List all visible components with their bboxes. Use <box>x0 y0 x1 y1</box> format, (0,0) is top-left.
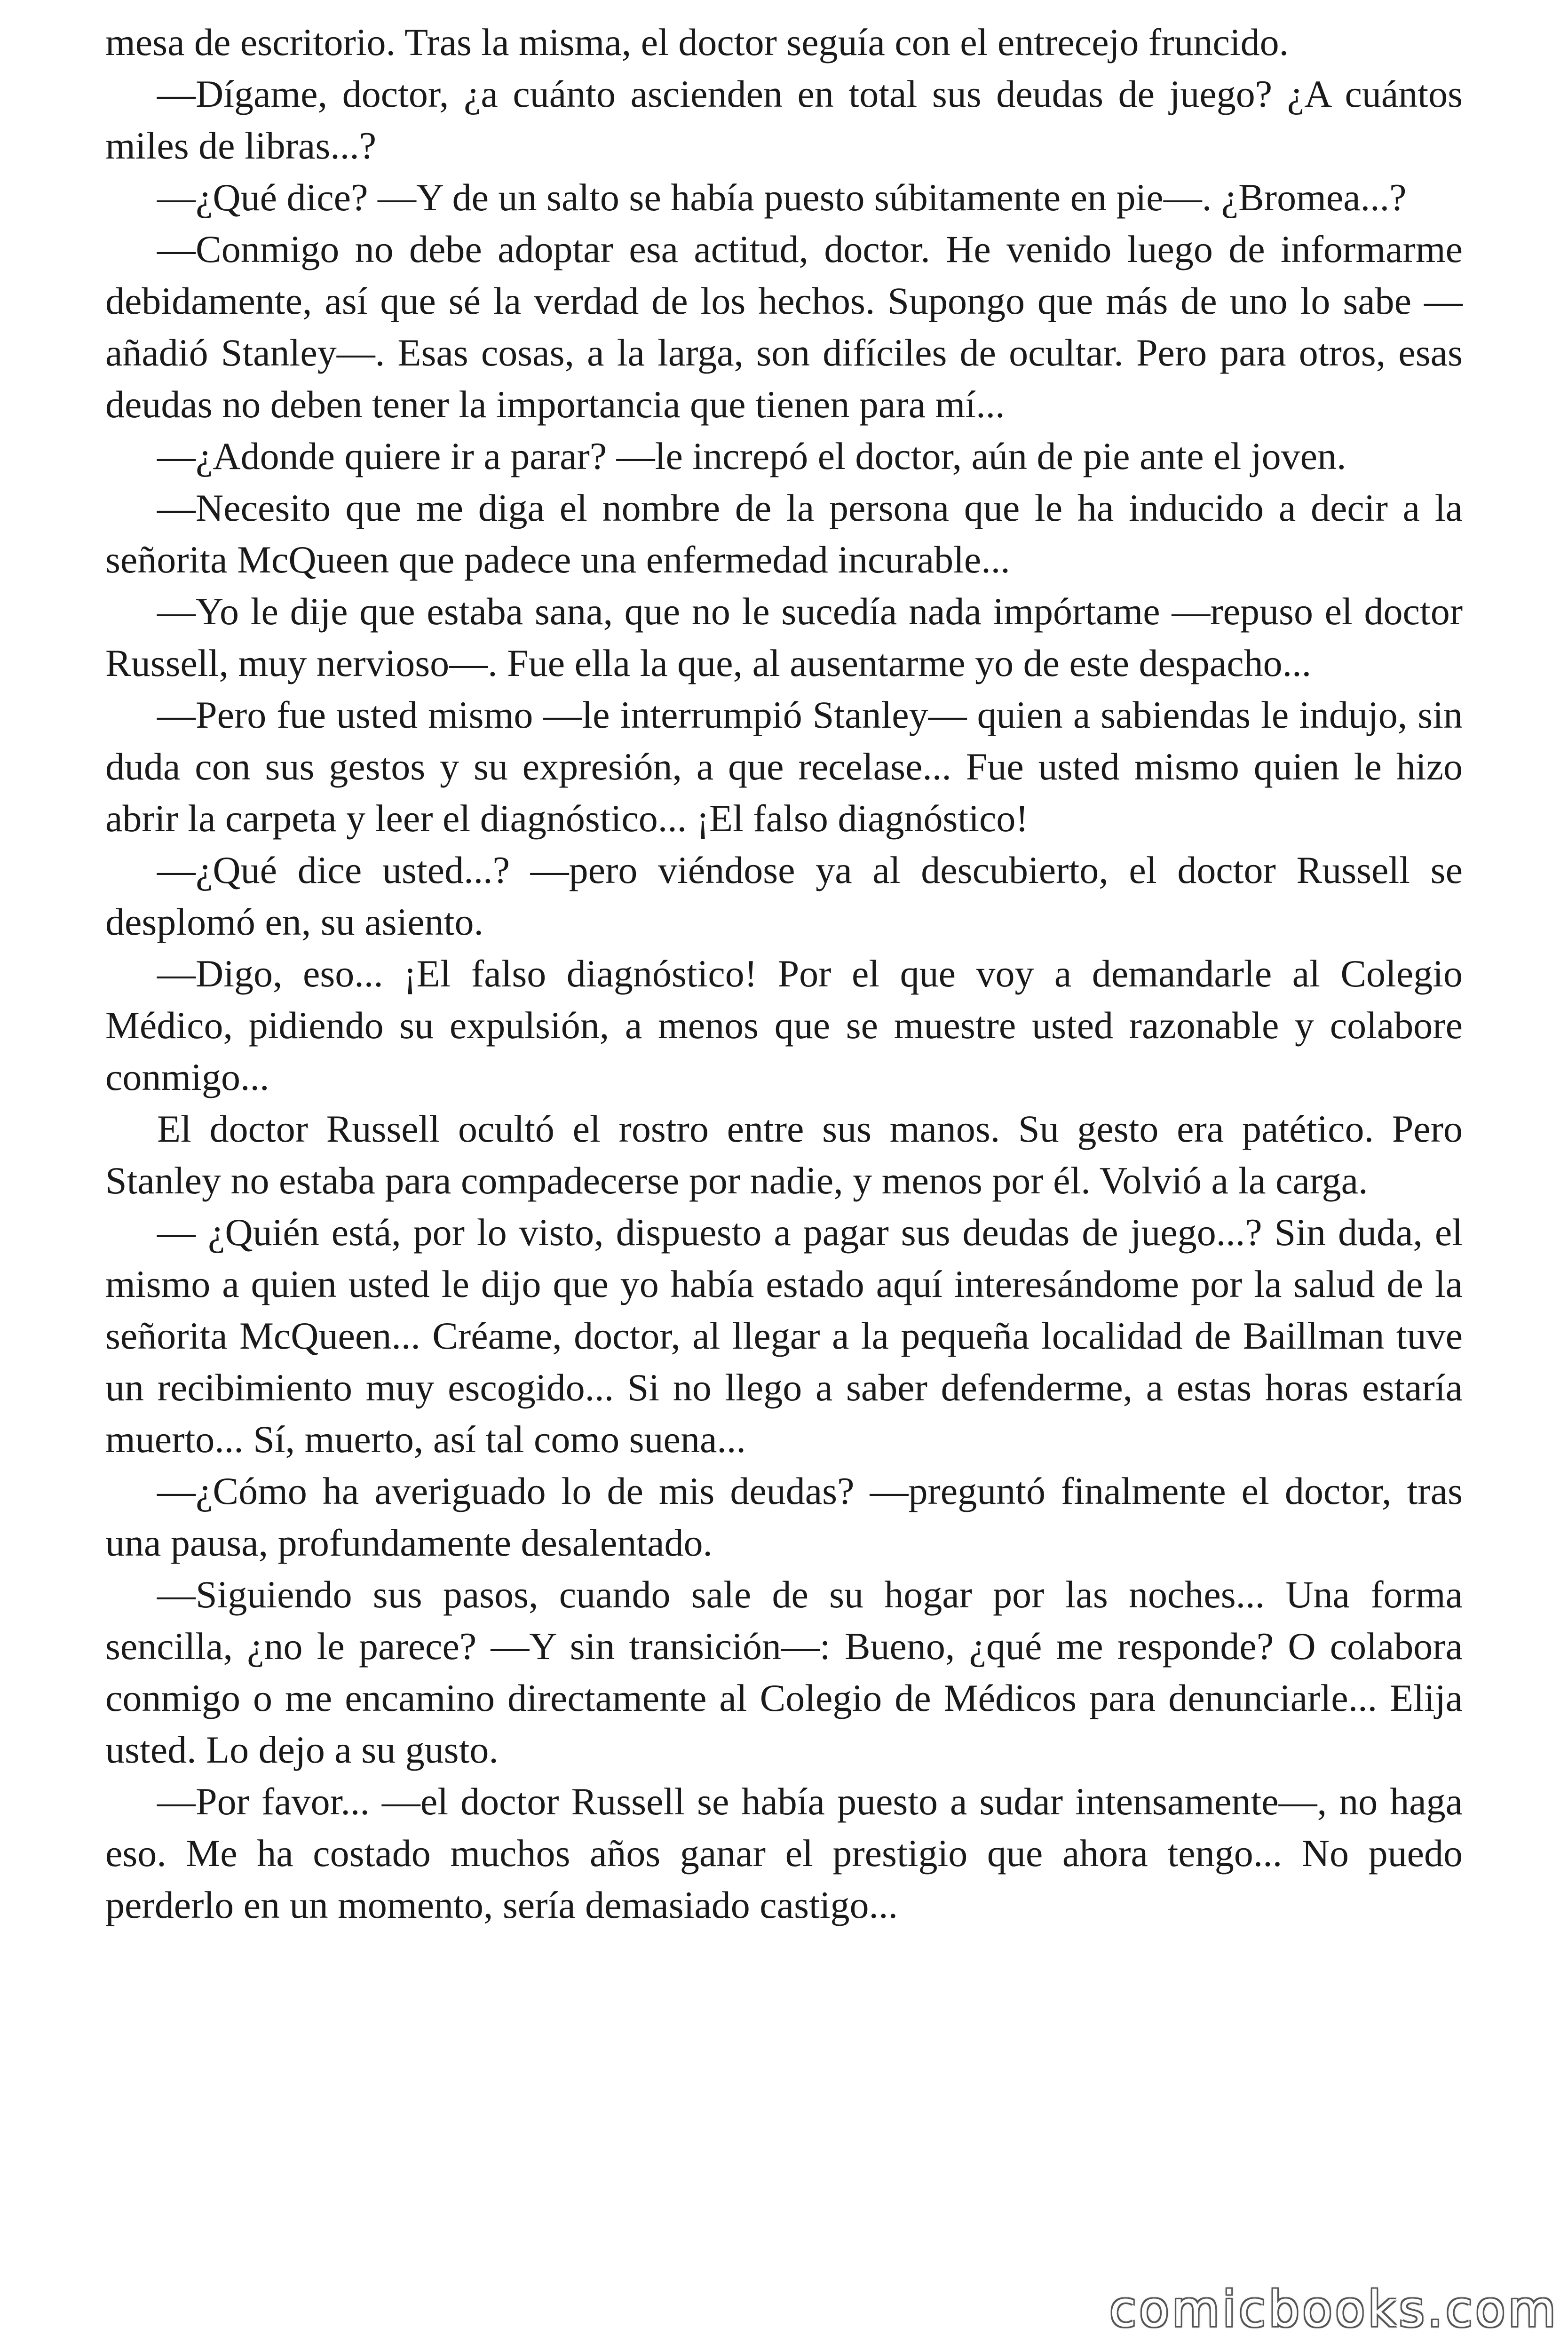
paragraph: mesa de escritorio. Tras la misma, el doctor seguía con el entrecejo fruncido. <box>105 21 1289 64</box>
paragraph: —¿Cómo ha averiguado lo de mis deudas? —preguntó finalmente el doctor, tras una pausa, profundamente desalentado. <box>105 1470 1463 1564</box>
paragraph: —¿Adonde quiere ir a parar? —le increpó el doctor, aún de pie ante el joven. <box>157 435 1346 477</box>
paragraph: —Necesito que me diga el nombre de la persona que le ha inducido a decir a la señorita McQueen que padece una enfermedad incurable... <box>105 486 1463 581</box>
site-watermark: comicbooks.com <box>1109 2280 1559 2338</box>
paragraph: —¿Qué dice usted...? —pero viéndose ya al descubierto, el doctor Russell se desplomó en, su asiento. <box>105 849 1463 943</box>
paragraph: —Conmigo no debe adoptar esa actitud, doctor. He venido luego de informarme debidamente, así que sé la verdad de los hechos. Supongo que más de uno lo sabe —añadió Stanley—. Esas cosas, a la larga, son difíciles de ocultar. Pero para otros, esas deudas no deben tener la importancia que tienen para mí... <box>105 228 1463 426</box>
paragraph: —¿Qué dice? —Y de un salto se había puesto súbitamente en pie—. ¿Bromea...? <box>157 176 1407 219</box>
paragraph: El doctor Russell ocultó el rostro entre sus manos. Su gesto era patético. Pero Stanley no estaba para compadecerse por nadie, y menos por él. Volvió a la carga. <box>105 1107 1463 1202</box>
paragraph: —Pero fue usted mismo —le interrumpió Stanley— quien a sabiendas le indujo, sin duda con sus gestos y su expresión, a que recelase... Fue usted mismo quien le hizo abrir la carpeta y leer el diagnóstico... ¡El falso diagnóstico! <box>105 693 1463 840</box>
paragraph: —Dígame, doctor, ¿a cuánto ascienden en total sus deudas de juego? ¿A cuántos miles de libras...? <box>105 72 1463 167</box>
paragraph: —Por favor... —el doctor Russell se había puesto a sudar intensamente—, no haga eso. Me ha costado muchos años ganar el prestigio que ahora tengo... No puedo perderlo en un momento, sería demasiado castigo... <box>105 1780 1463 1926</box>
paragraph: —Digo, eso... ¡El falso diagnóstico! Por el que voy a demandarle al Colegio Médico, pidiendo su expulsión, a menos que se muestre usted razonable y colabore conmigo... <box>105 952 1463 1098</box>
paragraph: —Yo le dije que estaba sana, que no le sucedía nada impórtame —repuso el doctor Russell, muy nervioso—. Fue ella la que, al ausentarme yo de este despacho... <box>105 590 1463 684</box>
paragraph: — ¿Quién está, por lo visto, dispuesto a pagar sus deudas de juego...? Sin duda, el mismo a quien usted le dijo que yo había estado aquí interesándome por la salud de la señorita McQueen... Créame, doctor, al llegar a la pequeña localidad de Baillman tuve un recibimiento muy escogido... Si no llego a saber defenderme, a estas horas estaría muerto... Sí, muerto, así tal como suena... <box>105 1211 1463 1461</box>
paragraph: —Siguiendo sus pasos, cuando sale de su hogar por las noches... Una forma sencilla, ¿no le parece? —Y sin transición—: Bueno, ¿qué me responde? O colabora conmigo o me encamino directamente al Colegio de Médicos para denunciarle... Elija usted. Lo dejo a su gusto. <box>105 1573 1463 1771</box>
page-text-body <box>105 16 1463 1931</box>
